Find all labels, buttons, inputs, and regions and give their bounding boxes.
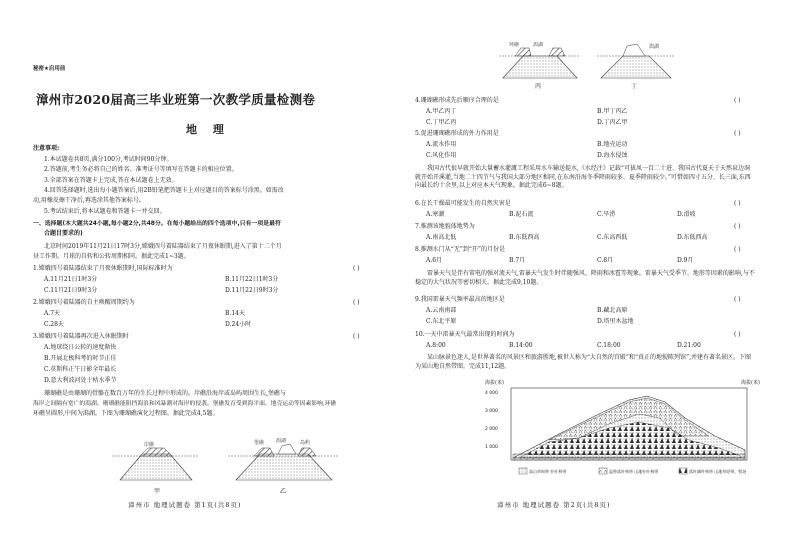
- y-tick: 2 000: [485, 427, 498, 432]
- fig-label-ding: 丁: [631, 83, 638, 90]
- fig-label-yi: 乙: [280, 488, 287, 495]
- option-a: A.7天: [44, 310, 61, 317]
- fig-label-jia: 甲: [154, 488, 161, 495]
- secret-label: 秘密★启用前: [33, 66, 66, 72]
- label-island: 岛屿: [300, 440, 311, 446]
- question-intro: 昼工作期。月球的自转和公转周期相同。据此完成1~3题。: [33, 253, 190, 260]
- exam-title: 漳州市2020届高三毕业班第一次教学质量检测卷: [36, 92, 316, 107]
- option-b: B.地壳运动: [597, 141, 628, 148]
- mountain-zonation-diagram: [479, 378, 779, 490]
- page-footer: 漳州市 地理试题卷 第2页(共8页): [497, 501, 611, 509]
- option-c: C.东北平原: [426, 318, 457, 325]
- notice-item: 1.本试题卷共8页,满分100分,考试时间90分钟。: [44, 156, 173, 163]
- y-tick: 4 000: [485, 391, 498, 396]
- question-1: 1.嫦娥四号着陆器结束了月夜休眠期时,国际标准时为: [33, 265, 173, 272]
- page-right: [397, 0, 794, 543]
- label-barrier-reef: 堡礁: [254, 440, 265, 446]
- question-7: 7.推测该地貌体地势为: [415, 223, 475, 230]
- legend-item: 温带落叶林带 山地针叶林带: [609, 469, 659, 474]
- question-9: 9.我国雷暴天气频率最高的地区是: [415, 296, 505, 303]
- coral-diagram-bing-ding: [497, 42, 677, 90]
- answer-bracket: ( ): [353, 333, 360, 340]
- option-c: C.旱涝: [597, 211, 616, 218]
- label-fringing-reef: 岸礁: [144, 442, 155, 448]
- option-c: C.东高西低: [597, 234, 628, 241]
- legend-item: 高山草甸带 针叶林带: [529, 469, 567, 474]
- label-lagoon: 潟湖: [276, 438, 287, 444]
- section-heading: 一、选择题(本大题共24小题,每小题2分,共48分。在每小题给出的四个选项中,只有一项是最符: [33, 221, 281, 227]
- question-4: 4.珊瑚礁形成先后顺序合理的是: [415, 97, 499, 104]
- notice-item: 5.考试结束后,将本试题卷和答题卡一并交回。: [44, 208, 166, 215]
- option-b: B.开展北极科考的时节正佳: [44, 355, 117, 362]
- answer-bracket: ( ): [353, 265, 360, 272]
- option-a: A.8:00: [426, 342, 446, 349]
- question-intro: 北京时间2019年11月21日17时3分,嫦娥四号着陆器结束了月夜休眠期,进入了第十二个月: [44, 243, 282, 250]
- legend-item: 落叶阔叶林带 山地草原带、牧场: [689, 469, 747, 474]
- passage-thunder: 雷暴天气是伴有雷电的强对流天气,雷暴天气发生时伴随强风、降雨和冰雹等现象。雷暴天气受季节、地形等因素的影响,与不稳定的大气状况等密切相关。据此完成9,10题。: [415, 270, 755, 286]
- notice-item: 动,用橡皮擦干净后,再选涂其他答案标号。: [33, 197, 145, 204]
- notice-item: 4.回答选择题时,选出每小题答案后,用2B铅笔把答题卡上对应题目的答案标号涂黑。如需改: [44, 187, 284, 194]
- label-atoll: 环礁: [509, 42, 520, 48]
- answer-bracket: ( ): [734, 130, 741, 137]
- option-d: D.丁丙乙甲: [597, 119, 628, 126]
- option-d: D.东低西高: [677, 234, 708, 241]
- option-b: B.东低西高: [509, 234, 540, 241]
- label-lagoon: 潟湖: [649, 44, 660, 50]
- option-c: C.丁甲乙丙: [426, 119, 457, 126]
- passage-rain: 我国古代很早就开始大量蓄水灌溉工程采用水车输送提水,《水经注》记载“可拔凤一百二十进、我国古代夏天于天然泉边洞就开始开溪灌,当地二十四节气与我国大部分地区相同,在东南沿海冬季降雨较多、夏季降雨较少。”可惜如四寸五分、长三面,东西向最长约十余里,以上对应本天气现象。据此完成6~8题。: [415, 165, 751, 189]
- passage-mountain: 某山脉景色迷人,是世界著名的风景区和旅游胜地,被世人称为“大自然的宫殿”和“真正的地貌陈列馆”,并建有著名景区。下图为某山地自然带图。完成11,12题。: [415, 354, 751, 370]
- option-a: A.11月21日1时3分: [44, 276, 98, 283]
- label-lagoon: 潟湖: [533, 42, 544, 48]
- passage-coral: 环礁呈圆形,中间为潟湖。下图为珊瑚礁演化过程图。据此完成4,5题。: [33, 410, 219, 417]
- question-5: 5.促进珊瑚礁形成的外力作用是: [415, 130, 499, 137]
- question-8: 8.推测水门从“无”到“开”的月份是: [415, 246, 505, 253]
- fig-label-bing: 丙: [535, 83, 542, 90]
- question-6: 6.在长干燥最可能发生的自然灾害是: [415, 200, 511, 207]
- notice-item: 2.答题前,考生务必将自己的姓名、准考证号等填写在答题卡的相应位置。: [44, 166, 238, 173]
- option-c: C.莫斯科正午日影全年最长: [44, 366, 117, 373]
- passage-coral: 珊瑚礁是由珊瑚的骨骼在数百万年的生长过程中形成的。岸礁沿海岸或岛屿周围生长,堡礁与: [44, 390, 286, 397]
- question-2: 2.嫦娥四号着陆器的自主唤醒周期约为: [33, 299, 135, 306]
- option-c: C.28天: [44, 321, 64, 328]
- option-b: B.7月: [509, 257, 526, 264]
- option-d: D.21:00: [677, 342, 701, 349]
- y-axis-label-right: 海拔(米): [741, 380, 760, 386]
- subject-title: 地 理: [186, 123, 230, 136]
- answer-bracket: ( ): [734, 223, 741, 230]
- option-a: A.流水作用: [426, 141, 457, 148]
- option-d: D.滑坡: [677, 211, 696, 218]
- question-3: 3.嫦娥四号着陆器再次进入休眠期时: [33, 333, 129, 340]
- option-b: B.14天: [225, 310, 245, 317]
- option-d: D.海水侵蚀: [597, 152, 628, 159]
- option-b: B.甲丁丙乙: [597, 108, 628, 115]
- answer-bracket: ( ): [353, 299, 360, 306]
- option-d: D.24小时: [225, 321, 252, 328]
- option-a: A.寒潮: [426, 211, 445, 218]
- option-b: B.泥石流: [509, 211, 534, 218]
- answer-bracket: ( ): [734, 296, 741, 303]
- option-d: D.意大利波河处于枯水季节: [44, 377, 117, 384]
- y-tick: 3 000: [485, 409, 498, 414]
- option-d: D.11月22日9时3分: [225, 287, 279, 294]
- section-heading-cont: 合题目要求的): [44, 230, 83, 237]
- option-a: A.南高北低: [426, 234, 457, 241]
- option-a: A.甲乙丙丁: [426, 108, 457, 115]
- answer-bracket: ( ): [734, 331, 741, 338]
- option-c: C.11月21日9时3分: [44, 287, 98, 294]
- option-c: C.18:00: [597, 342, 621, 349]
- option-c: C.8月: [597, 257, 614, 264]
- notice-title: 注意事项:: [33, 145, 60, 152]
- option-b: B.藏北高原: [597, 307, 628, 314]
- answer-bracket: ( ): [734, 200, 741, 207]
- option-d: D.塔里木盆地: [597, 318, 634, 325]
- option-a: A.地球绕日公转的速度渐快: [44, 344, 117, 351]
- option-b: B.11月22日1时3分: [225, 276, 279, 283]
- option-c: C.风化作用: [426, 152, 457, 159]
- option-a: A.云南南部: [426, 307, 457, 314]
- notice-item: 3.全部答案在答题卡上完成,答在本试题卷上无效。: [44, 177, 178, 184]
- coral-diagram-jia-yi: [110, 438, 340, 496]
- passage-coral: 海岸之间隔有宽广的潟湖。珊瑚礁能阻挡海浪和风暴潮对海岸的侵袭。堡礁发育受到海平面、地壳运动等因素影响,环礁: [33, 401, 337, 407]
- y-tick: 1 000: [485, 445, 498, 450]
- answer-bracket: ( ): [734, 246, 741, 253]
- option-d: D.9月: [677, 257, 694, 264]
- option-a: A.6月: [426, 257, 443, 264]
- answer-bracket: ( ): [734, 97, 741, 104]
- y-axis-label-left: 海拔(米): [485, 380, 504, 386]
- question-10: 10.一天中雷暴天气最常出现的时间为: [415, 331, 515, 338]
- page-footer: 漳州市 地理试题卷 第1页(共8页): [128, 501, 242, 509]
- option-b: B.14:00: [509, 342, 533, 349]
